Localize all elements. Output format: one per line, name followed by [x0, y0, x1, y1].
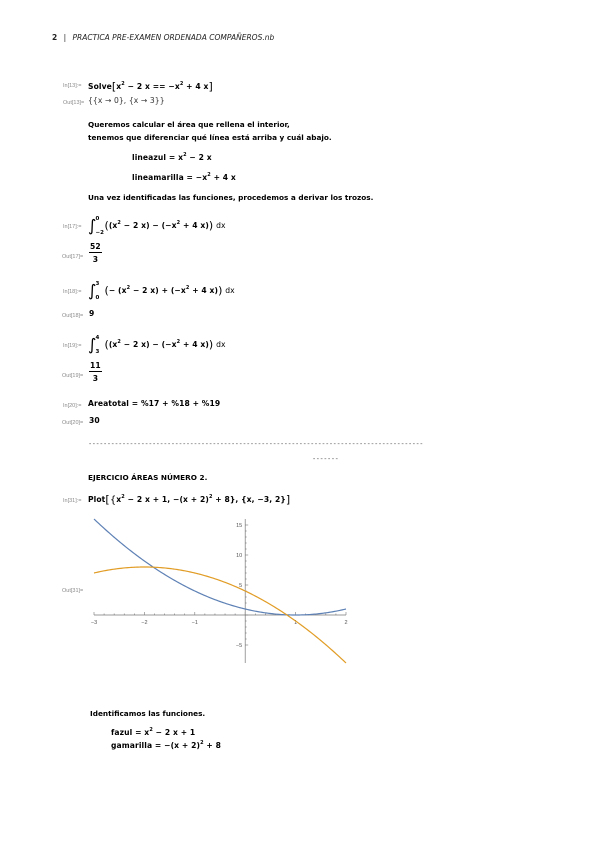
exponent: 2 [179, 81, 184, 87]
lineamarilla-name: lineamarilla [132, 173, 184, 182]
cell-label-out18: Out[18]= [62, 313, 84, 319]
cell-input-plot[interactable]: $Plot[\{x^2 - 2$ x + 1, $-(x + 2)^2 + 8$}, {x, −3, 2}] [88, 493, 291, 506]
notebook-filename: PRACTICA PRE-EXAMEN ORDENADA COMPAÑEROS.nb [72, 33, 275, 42]
gamarilla-rest: + 8 [203, 741, 222, 750]
exponent: 2 [208, 494, 213, 500]
integrand-c: + 4 x) [180, 221, 209, 230]
cell-label-in19: In[19]:= [63, 343, 82, 349]
x-tick-label: −1 [191, 620, 198, 626]
cell-output-areatotal: 30 [89, 416, 100, 425]
cell-label-out31: Out[31]= [62, 588, 84, 594]
exponent: 2 [126, 285, 131, 291]
cell-label-in31: In[31]:= [63, 498, 82, 504]
lineazul-eq: = x [166, 153, 184, 162]
divider-line-1: ----------------------------------------------------------------------------------------- [88, 440, 424, 448]
gamarilla-name: gamarilla [111, 741, 153, 750]
intro-line-2: tenemos que diferenciar qué línea está arriba y cuál abajo. [88, 133, 332, 142]
lower-limit: 0 [95, 295, 100, 301]
cell-label-out13: Out[13]= [63, 100, 85, 106]
integrand-b: − 2 x) + (−x [130, 286, 186, 295]
exponent: 2 [176, 339, 181, 345]
intro-line-1: Queremos calcular el área que rellena el interior, [88, 120, 290, 129]
numerator: 11 [90, 361, 101, 370]
cell-output-19 [89, 361, 102, 383]
exponent: 2 [121, 81, 125, 87]
cell-label-out20: Out[20]= [62, 420, 84, 426]
x-tick-label: 1 [294, 620, 298, 626]
solve-function: Solve [88, 82, 112, 91]
divider-line-2: ------- [312, 455, 339, 463]
upper-limit: 3 [95, 281, 100, 287]
page-number: 2 [52, 33, 58, 42]
x-tick-label: −2 [141, 620, 148, 626]
y-tick-label: −5 [235, 643, 243, 649]
def-lineamarilla [132, 173, 236, 182]
lineazul-name: lineazul [132, 153, 167, 162]
differential: dx [216, 340, 226, 349]
integral-limits [95, 216, 105, 236]
lineamarilla-rest: + 4 x [210, 173, 236, 182]
cell-input-integral-18[interactable]: ∫ 3 0 (− ($x^2 - 2$ $x) + (-x^2 + 4$ x)) dx [88, 281, 235, 301]
solve-middle: − 2 x == −x [124, 82, 180, 91]
integral-limits [95, 281, 102, 301]
integrand-b: − 2 x) − (−x [121, 340, 177, 349]
upper-limit: 4 [95, 335, 100, 341]
cell-label-in17: In[17]:= [63, 224, 82, 230]
page-header [52, 33, 274, 42]
denominator: 3 [92, 374, 99, 383]
integrand-a: (x [108, 221, 118, 230]
cell-output-solve: {{x → 0}, {x → 3}} [88, 96, 165, 105]
integrand-c: + 4 x) [189, 286, 219, 295]
cell-label-out17: Out[17]= [62, 254, 84, 260]
exponent: 2 [117, 220, 122, 226]
def-lineazul [132, 153, 212, 162]
differential: dx [225, 286, 235, 295]
y-tick-label: 15 [236, 523, 243, 529]
cell-input-integral-17[interactable]: ∫ 0 −2 (($x^2 - 2$ $x) - (-x^2 + 4$ x)) dx [88, 216, 226, 236]
integral-sign: ∫ [88, 335, 97, 354]
plot-output [88, 515, 354, 667]
y-tick-label: 10 [236, 553, 243, 559]
def-gamarilla [111, 741, 221, 750]
cell-label-out19: Out[19]= [62, 373, 84, 379]
cell-output-18: 9 [89, 309, 95, 318]
exponent: 2 [185, 285, 190, 291]
lower-limit: 3 [95, 349, 100, 355]
gamarilla-eq: = −(x + 2) [152, 741, 201, 750]
integral-limits [95, 335, 102, 355]
cell-input-integral-19[interactable]: ∫ 4 3 (($x^2 - 2$ $x) - (-x^2 + 4$ x)) dx [88, 335, 226, 355]
cell-input-solve[interactable]: $Solve[x^2 - 2$ $x == -x^2 + 4$ x] [88, 80, 213, 93]
exponent: 2 [117, 339, 122, 345]
fazul-name: fazul [111, 728, 133, 737]
exponent: 2 [200, 740, 204, 746]
plot-arg-b: − 2 x + 1, −(x + 2) [124, 495, 209, 504]
fazul-eq: = x [132, 728, 150, 737]
exponent: 2 [207, 172, 211, 178]
plot-arg-c: + 8}, {x, −3, 2} [212, 495, 286, 504]
fazul-rest: − 2 x + 1 [152, 728, 196, 737]
integrand-c: + 4 x) [180, 340, 209, 349]
header-separator: | [63, 33, 67, 42]
solve-rhs: + 4 x [183, 82, 209, 91]
identify-text: Identificamos las funciones. [90, 709, 206, 718]
plot-function: Plot [88, 495, 106, 504]
cell-input-areatotal[interactable]: Areatotal = %17 + %18 + %19 [88, 399, 221, 408]
def-fazul [111, 728, 195, 737]
cell-output-17 [89, 242, 102, 264]
exercise-title: EJERCICIO ÁREAS NÚMERO 2. [88, 473, 208, 482]
lower-limit: −2 [95, 230, 105, 236]
integrand-b: − 2 x) − (−x [121, 221, 177, 230]
solve-lhs: x [116, 82, 122, 91]
upper-limit: 0 [95, 216, 100, 222]
differential: dx [216, 221, 226, 230]
y-tick-label: 5 [239, 583, 243, 589]
x-tick-label: −3 [90, 620, 98, 626]
exponent: 2 [149, 727, 153, 733]
integral-sign: ∫ [88, 281, 97, 300]
cell-label-in13: In[13]:= [63, 83, 82, 89]
lineazul-rest: − 2 x [186, 153, 212, 162]
plot-arg-a: x [116, 495, 122, 504]
cell-label-in20: In[20]:= [63, 403, 82, 409]
integrand-a: − (x [108, 286, 127, 295]
exponent: 2 [176, 220, 181, 226]
integral-sign: ∫ [88, 216, 97, 235]
derive-text: Una vez identificadas las funciones, procedemos a derivar los trozos. [88, 193, 374, 202]
denominator: 3 [92, 255, 99, 264]
exponent: 2 [121, 494, 125, 500]
x-tick-label: 2 [344, 620, 348, 626]
cell-label-in18: In[18]:= [63, 289, 82, 295]
numerator: 52 [90, 242, 101, 251]
exponent: 2 [183, 152, 187, 158]
lineamarilla-eq: = −x [183, 173, 208, 182]
integrand-a: (x [108, 340, 118, 349]
